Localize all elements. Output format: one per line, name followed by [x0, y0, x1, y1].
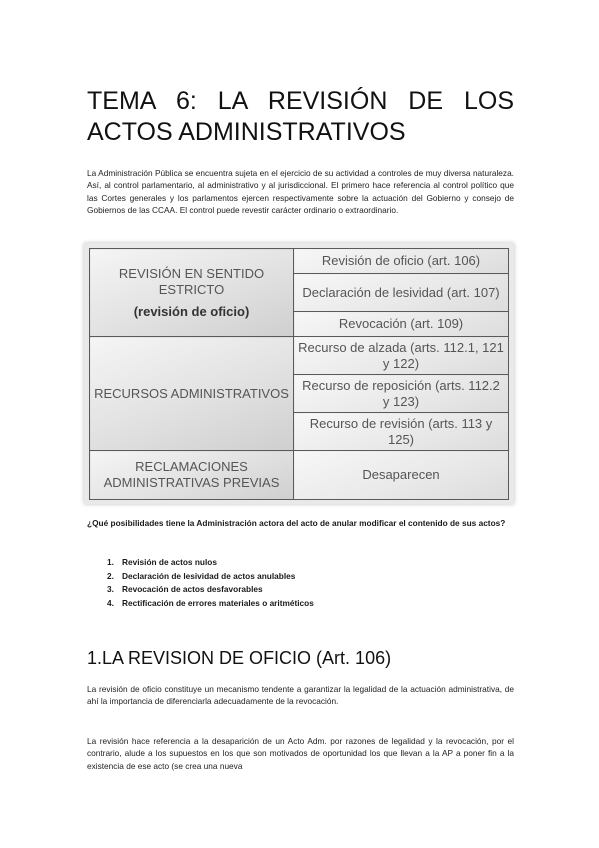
list-item [107, 570, 314, 584]
group-label: REVISIÓN EN SENTIDO ESTRICTO [118, 265, 265, 297]
revision-scheme-image [84, 243, 514, 504]
page-title: TEMA 6: LA REVISIÓN DE LOS ACTOS ADMINISTRATIVOS [87, 87, 514, 146]
scheme-item: Desaparecen [294, 451, 509, 500]
section-heading: 1.LA REVISION DE OFICIO (Art. 106) [87, 648, 392, 668]
question-text: ¿Qué posibilidades tiene la Administración actora del acto de anular modificar el contenido de sus actos? [87, 518, 506, 528]
scheme-item: Recurso de reposición (arts. 112.2 y 123) [294, 375, 509, 413]
group-revision-estricto [90, 249, 294, 337]
revision-scheme-table [89, 248, 509, 500]
scheme-item: Recurso de alzada (arts. 112.1, 121 y 122) [294, 337, 509, 375]
intro-paragraph: La Administración Pública se encuentra sujeta en el ejercicio de su actividad a controles de muy diversa naturaleza. Así, al control parlamentario, al administrativo y al jurisdiccional. El primero hace referencia al control político que las Cortes generales y los parlamentos ejercen respectivamente sobre la actuación del Gobierno y consejo de Gobiernos de las CCAA. El control puede revestir carácter ordinario o extraordinario. [87, 168, 514, 215]
group-label: RECLAMACIONES ADMINISTRATIVAS PREVIAS [103, 459, 280, 490]
list-text: Revisión de actos nulos [122, 557, 217, 567]
options-list [107, 556, 314, 610]
list-number: 4. [107, 597, 114, 608]
list-item [107, 597, 314, 611]
list-number: 3. [107, 584, 114, 595]
list-text: Rectificación de errores materiales o aritméticos [122, 597, 314, 608]
scheme-item: Declaración de lesividad (art. 107) [294, 274, 509, 312]
list-item [107, 583, 314, 597]
section-paragraph: La revisión de oficio constituye un mecanismo tendente a garantizar la legalidad de la actuación administrativa, de ahí la importancia de diferenciarla adecuadamente de la revocación. [87, 684, 514, 707]
group-label: RECURSOS ADMINISTRATIVOS [94, 385, 289, 401]
group-reclamaciones [90, 451, 294, 500]
scheme-item: Revisión de oficio (art. 106) [294, 249, 509, 274]
scheme-item: Recurso de revisión (arts. 113 y 125) [294, 413, 509, 451]
group-sublabel: (revisión de oficio) [133, 303, 250, 319]
section-paragraph: La revisión hace referencia a la desaparición de un Acto Adm. por razones de legalidad y la revocación, por el contrario, alude a los supuestos en los que son motivados de oportunidad los que llevan a la AP a poner fin a la existencia de ese acto (se crea una nueva [87, 736, 514, 771]
list-number: 1. [107, 557, 114, 567]
list-text: Declaración de lesividad de actos anulables [122, 570, 296, 581]
list-number: 2. [107, 570, 114, 581]
scheme-item: Revocación (art. 109) [294, 312, 509, 337]
list-item [107, 556, 314, 570]
group-recursos [90, 337, 294, 451]
list-text: Revocación de actos desfavorables [122, 584, 263, 595]
